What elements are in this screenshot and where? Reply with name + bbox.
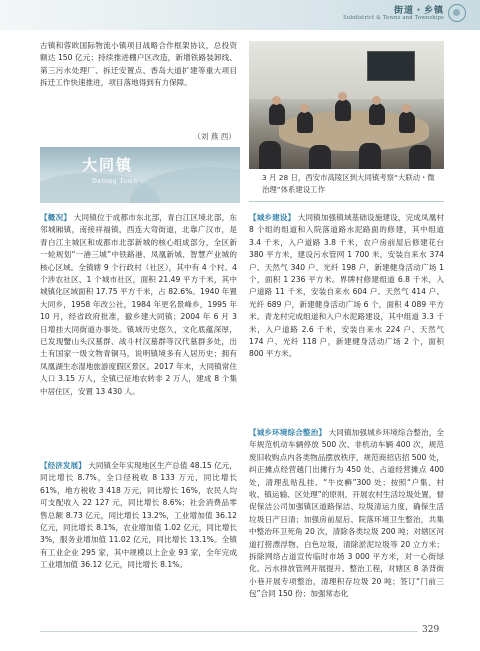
photo-person-head [338, 92, 347, 101]
town-banner [40, 147, 240, 203]
section-environment [249, 427, 444, 601]
section-text: 大同镇加强镇域基础设施建设，完成凤凰村 8 个组的组道和入院落道路水泥路面的修建，其中组道 3.4 千米，入户道路 3.8 千米，农户房前屋后修建花台 380 平方米，建设污水管网 1 700 米，安装自来水 374 户、天然气 340 户、光纤 198 户，新建健身活动广场 1 个，面积 1 236 平方米。界牌村修建组道 6.8 千米，入户道路 11 千米，安装自来水 604 户、天然气 414 户、光纤 689 户，新建健身活动广场 6 个，面积 4 089 平方米。青龙村完成组道和入户水泥路建设，其中组道 3.3 千米，入户道路 2.6 千米，安装自来水 224 户、天然气 174 户、光纤 118 户，新建健身活动广场 2 个，面积 800 平方米。 [249, 213, 444, 359]
section-text: 大同镇加强城乡环境综合整治，全年规范机动车辆停放 500 次、非机动车辆 400 次，规范废旧收购点内各类物品摆放秩序，规范商招店招 500 处，纠正摊点经营越门出摊行为 450 处、占道经营摊点 400 处，清理乱贴乱挂、“牛皮癣”300 处；按照“户集、村收、镇运输、区处理”的原则，开展农村生活垃圾处置，督促保洁公司加强镇区道路保洁、垃圾清运力度，确保生活垃圾日产日清；加强房前屋后、院落环境卫生整治，共集中整治环卫死角 20 次，清除各类垃圾 200 吨；对辖区河道打捞漂浮物、白色垃圾，清除淤泥垃圾等 20 立方米；拆除网络占道宣传临时市场 3 000 平方米，对一心街绿化、污水排放管网开展提升、整治工程，对辖区 8 条背街小巷开展专项整治，清理积存垃圾 20 吨；签订“门前三包”合同 150 份；加强常态化 [249, 428, 444, 599]
section-economy [40, 460, 237, 572]
section-tag: 【概况】 [40, 213, 72, 222]
photo-person-head [402, 104, 411, 113]
intro-paragraph: 古镇和蓉欧国际物流小镇项目战略合作框架协议，总投资额达 150 亿元；持续推进棚户区改造，新增铁路装卸线、第三污水处理厂、拆迁安置点、香岛大道扩建等重大项目拆迁工作快速推进，项目落地得到有力保障。 [40, 41, 237, 88]
meeting-photo [249, 41, 444, 169]
section-overview [40, 212, 237, 398]
photo-person [335, 99, 351, 121]
section-tag: 【城乡环境综合整治】 [249, 428, 327, 437]
photo-person [269, 103, 285, 125]
header-subtitle: Subdistrict & Towns and Townships [343, 15, 444, 21]
photo-screen [367, 51, 415, 81]
photo-person-head [372, 96, 381, 105]
photo-caption: 3 月 28 日，西安市高陵区到大同镇考察“大联动・微治理”体系建设工作 [262, 173, 435, 194]
section-text: 大同镇位于成都市东北部，青白江区境北部，东邻城厢镇，南接祥福镇，西连大弯街道，北靠广汉市，是青白江主城区和成都市北部新城的核心组成部分，全区新一轮规划“一港三城”中铁路港、凤凰新城、智慧产业城的核心区域。全镇辖 9 个行政村（社区），其中有 4 个村、4 个涉农社区、1 个城市社区，面积 21.49 平方千米，其中城镇化区域面积 17.75 平方千米，占 82.6%。1940 年置大同乡，1958 年改公社，1984 年更名景峰乡，1995 年 10 月，经省政府批准，撤乡建大同镇；2004 年 6 月 3 日增挂大同街道办事处。镇域历史悠久，文化底蕴深厚，已发现蟹山头汉墓群、战斗村汉墓群等汉代墓群多处，出土有国家一级文物青铜马，说明镇境多有人居历史；拥有凤凰湖生态湿地旅游度假区景区。2017 年末，大同镇常住人口 3.15 万人，全镇已征地农转非 2 万人，建成 8 个集中居住区，安置 13 430 人。 [40, 213, 238, 396]
section-tag: 【经济发展】 [40, 461, 86, 470]
author-credit: （刘 燕 西） [193, 132, 236, 141]
section-text: 大同镇全年实现地区生产总值 48.15 亿元，同比增长 8.7%，全口径税收 8 133 万元，同比增长 61%，地方税收 3 418 万元，同比增长 16%，农民人均可支配收入 22 127 元，同比增长 8.6%；社会消费品零售总额 8.73 亿元，同比增长 13.2%，工业增加值 36.12 亿元，同比增长 8.1%，农业增加值 1.02 亿元，同比增长 3%，服务业增加值 11.02 亿元，同比增长 13.1%。全镇有工业企业 295 家，其中规模以上企业 93 家，全年完成工业增加值 36.12 亿元，同比增长 8.1%。 [40, 461, 237, 570]
section-tag: 【城乡建设】 [249, 213, 296, 222]
footer-divider [40, 631, 418, 632]
town-name-en: Datong Town [92, 178, 138, 185]
photo-person [259, 141, 281, 169]
section-construction [249, 212, 444, 361]
photo-person [309, 145, 331, 169]
photo-person [359, 143, 381, 169]
photo-person [409, 145, 431, 169]
photo-person [297, 111, 313, 133]
photo-person-head [300, 104, 309, 113]
photo-person [369, 103, 385, 125]
town-name: 大同镇 [82, 156, 134, 174]
header-logo-icon [448, 4, 466, 22]
page-number: 329 [422, 625, 440, 635]
banner-hill-decoration [130, 167, 240, 203]
photo-person [399, 111, 415, 133]
caption-divider [249, 201, 444, 202]
header-title: 街道・乡镇 [393, 6, 444, 16]
photo-person-head [272, 96, 281, 105]
